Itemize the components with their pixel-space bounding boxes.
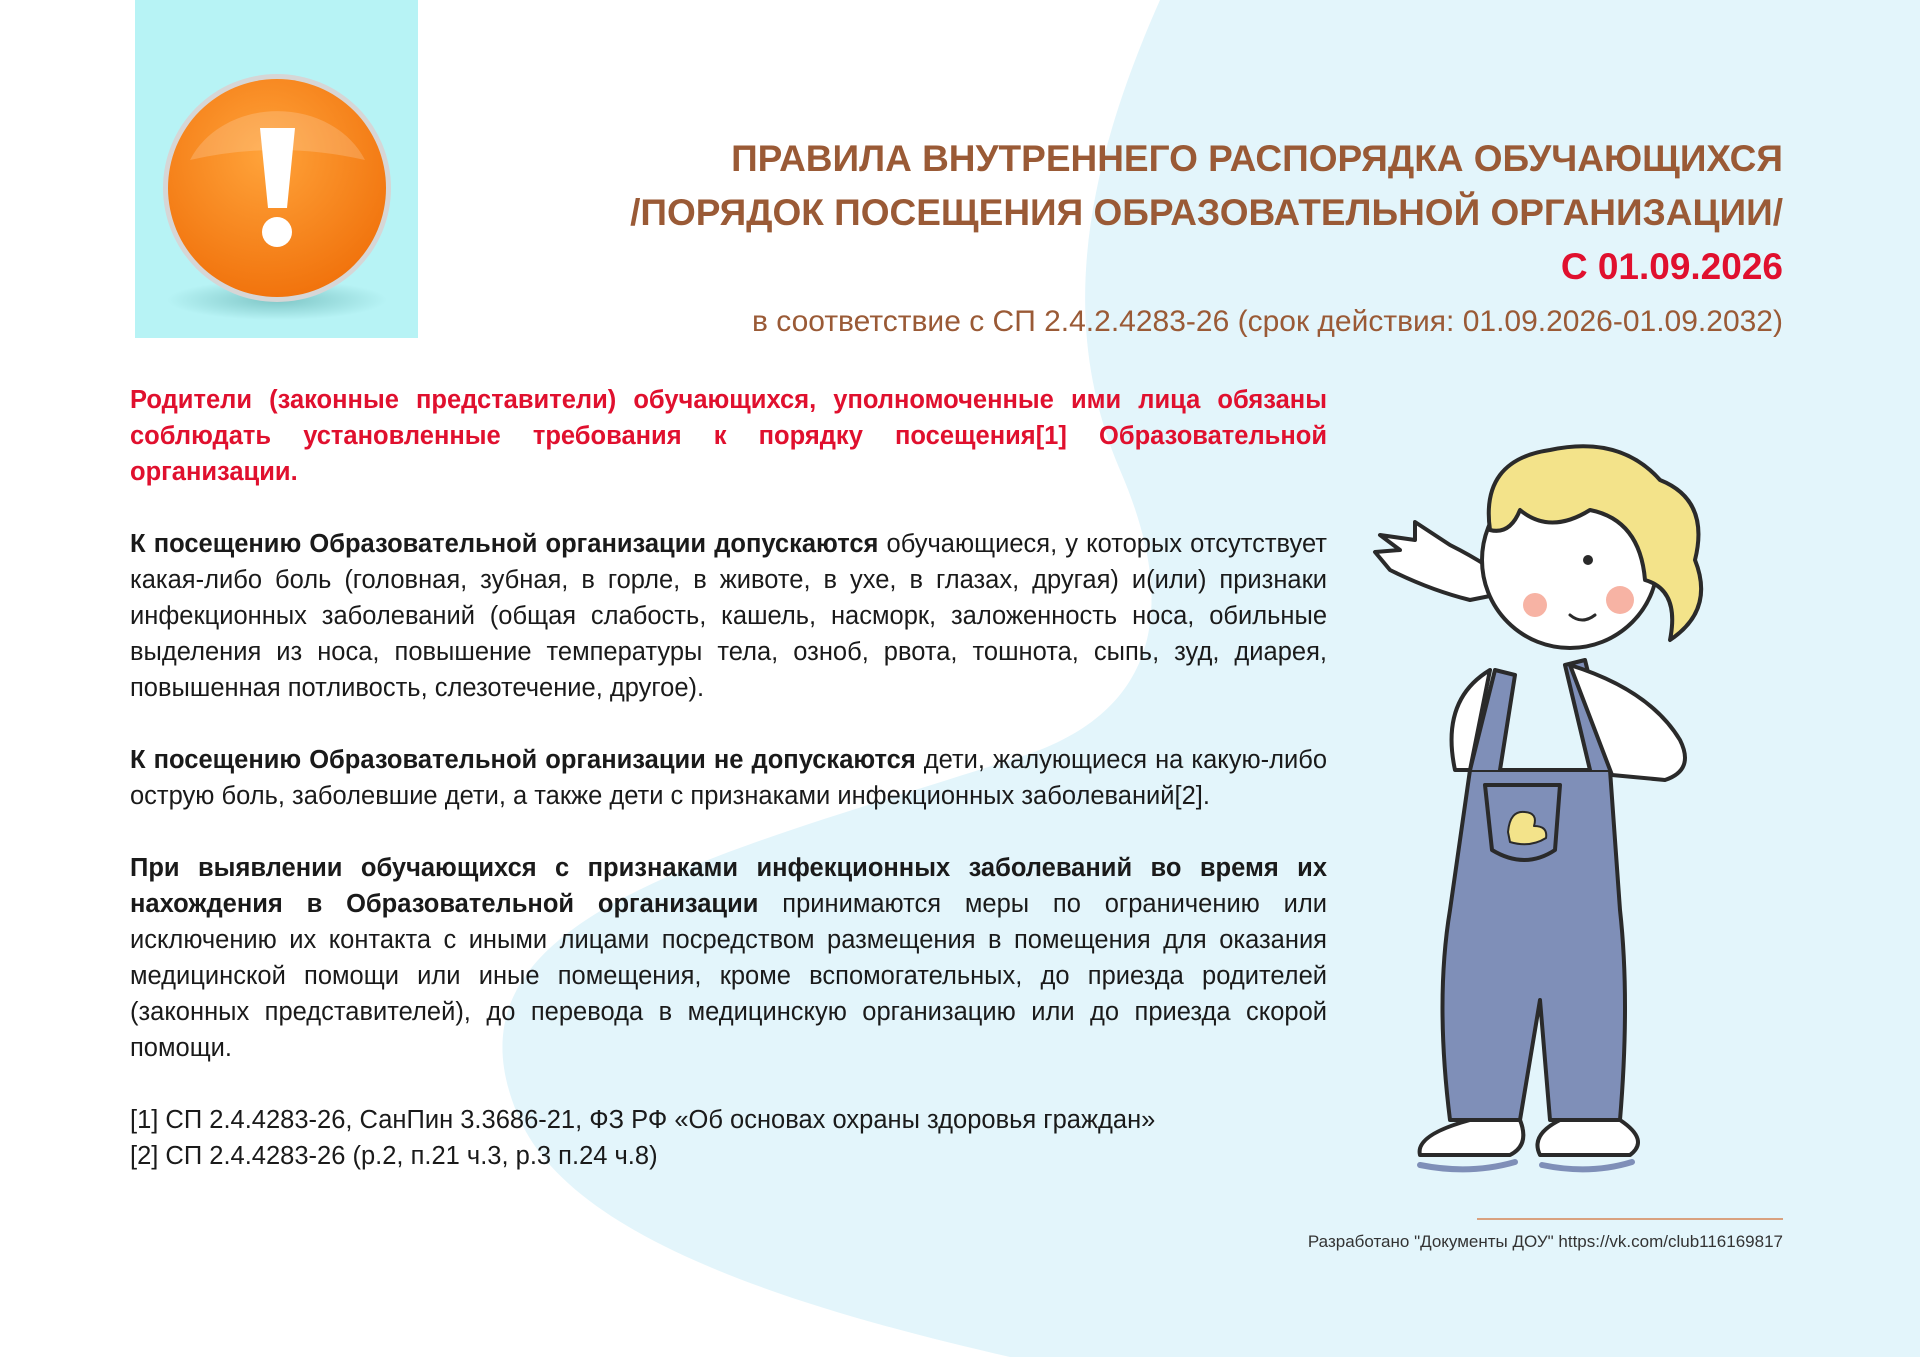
effective-date: С 01.09.2026 bbox=[1560, 246, 1783, 287]
title-line-2: /ПОРЯДОК ПОСЕЩЕНИЯ ОБРАЗОВАТЕЛЬНОЙ ОРГАНИЗАЦИИ/ bbox=[630, 192, 1783, 233]
paragraph-detection-lead: При выявлении обучающихся с признаками инфекционных заболеваний во время их нахождения в Образовательной организации bbox=[130, 854, 1327, 918]
warning-icon-panel bbox=[135, 0, 418, 338]
document-body bbox=[130, 382, 1327, 1174]
header bbox=[483, 132, 1783, 348]
paragraph-parents: Родители (законные представители) обучающихся, уполномоченные ими лица обязаны соблюдать установленные требования к порядку посещения[1] Образовательной организации. bbox=[130, 386, 1327, 486]
footnote-2: [2] СП 2.4.4283-26 (р.2, п.21 ч.3, р.3 п.24 ч.8) bbox=[130, 1142, 658, 1170]
paragraph-detection-text: принимаются меры по ограничению или исключению их контакта с иными лицами посредством размещения в помещения для оказания медицинской помощи или иные помещения, кроме вспомогательных, до приезда родителей (законных представителей), до перевода в медицинскую организацию или до приезда скорой помощи. bbox=[130, 890, 1327, 1062]
credit-text: Разработано "Документы ДОУ" https://vk.com/club116169817 bbox=[1307, 1232, 1783, 1251]
subtitle: в соответствие с СП 2.4.2.4283-26 (срок действия: 01.09.2026-01.09.2032) bbox=[752, 305, 1783, 338]
paragraph-not-admitted bbox=[130, 742, 1327, 814]
paragraph-admission-lead: К посещению Образовательной организации допускаются bbox=[130, 530, 879, 558]
exclamation-icon bbox=[135, 0, 418, 338]
footnote-1: [1] СП 2.4.4283-26, СанПин 3.3686-21, ФЗ РФ «Об основах охраны здоровья граждан» bbox=[130, 1106, 1156, 1134]
paragraph-detection bbox=[130, 850, 1327, 1066]
child-pointing-illustration bbox=[1320, 440, 1790, 1220]
paragraph-admission-text: обучающиеся, у которых отсутствует какая-либо боль (головная, зубная, в горле, в животе, в ухе, в глазах, другая) и(или) признаки инфекционных заболеваний (общая слабость, кашель, насморк, заложенность носа, обильные выделения из носа, повышение температуры тела, озноб, рвота, тошнота, сыпь, зуд, диарея, повышенная потливость, слезотечение, другое). bbox=[130, 530, 1327, 702]
paragraph-admission bbox=[130, 526, 1327, 706]
paragraph-not-admitted-lead: К посещению Образовательной организации не допускаются bbox=[130, 746, 916, 774]
title-line-1: ПРАВИЛА ВНУТРЕННЕГО РАСПОРЯДКА ОБУЧАЮЩИХСЯ bbox=[731, 138, 1783, 179]
paragraph-not-admitted-text: дети, жалующиеся на какую-либо острую боль, заболевшие дети, а также дети с признаками инфекционных заболеваний[2]. bbox=[130, 746, 1327, 810]
credit-divider bbox=[1477, 1218, 1783, 1220]
